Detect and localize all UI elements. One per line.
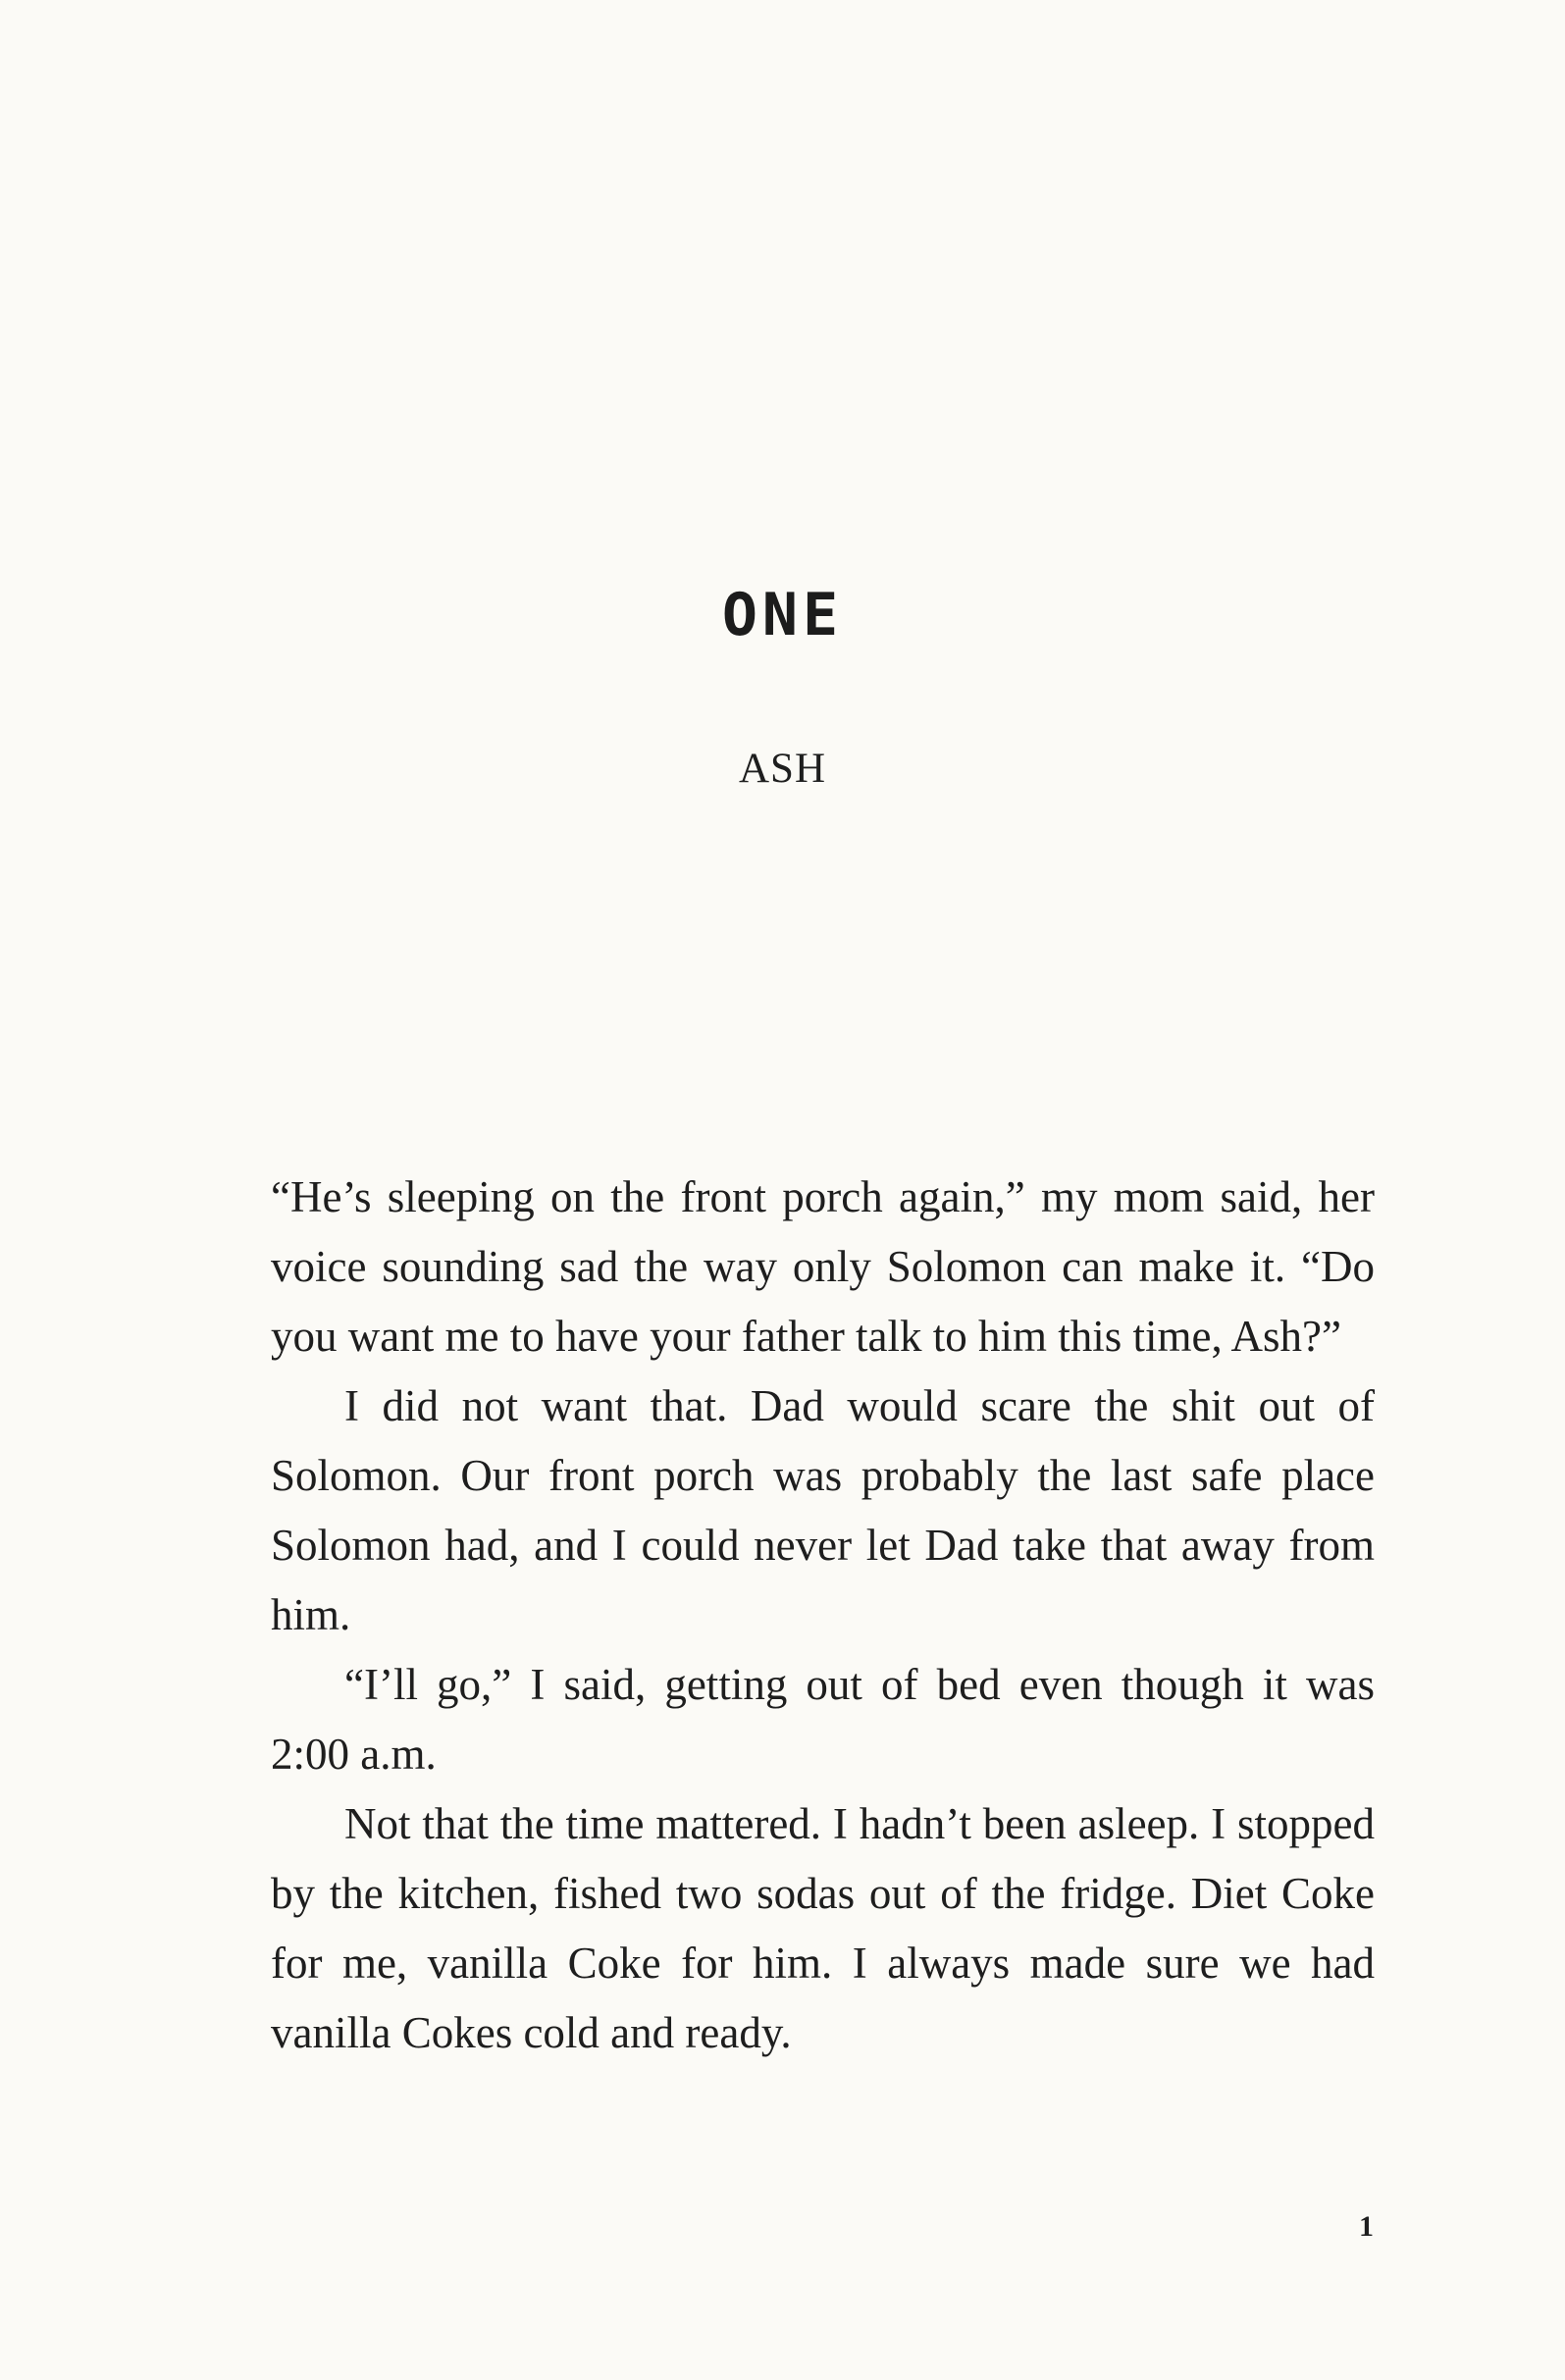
page-number: 1 bbox=[1359, 2210, 1374, 2243]
chapter-number: ONE bbox=[721, 581, 844, 649]
paragraph: Not that the time mattered. I hadn’t been asleep. I stopped by the kitchen, fished two sodas out of the fridge. Diet Coke for me, vanilla Coke for him. I always made sure we had vanilla Cokes cold and ready. bbox=[271, 1799, 1375, 2057]
body-text bbox=[271, 1163, 1375, 2068]
paragraph: I did not want that. Dad would scare the shit out of Solomon. Our front porch was probably the last safe place Solomon had, and I could never let Dad take that away from him. bbox=[271, 1381, 1375, 1639]
chapter-title: ASH bbox=[738, 746, 827, 792]
paragraph: “He’s sleeping on the front porch again,” my mom said, her voice sounding sad the way only Solomon can make it. “Do you want me to have your father talk to him this time, Ash?” bbox=[271, 1172, 1375, 1361]
paragraph: “I’ll go,” I said, getting out of bed even though it was 2:00 a.m. bbox=[271, 1660, 1375, 1779]
